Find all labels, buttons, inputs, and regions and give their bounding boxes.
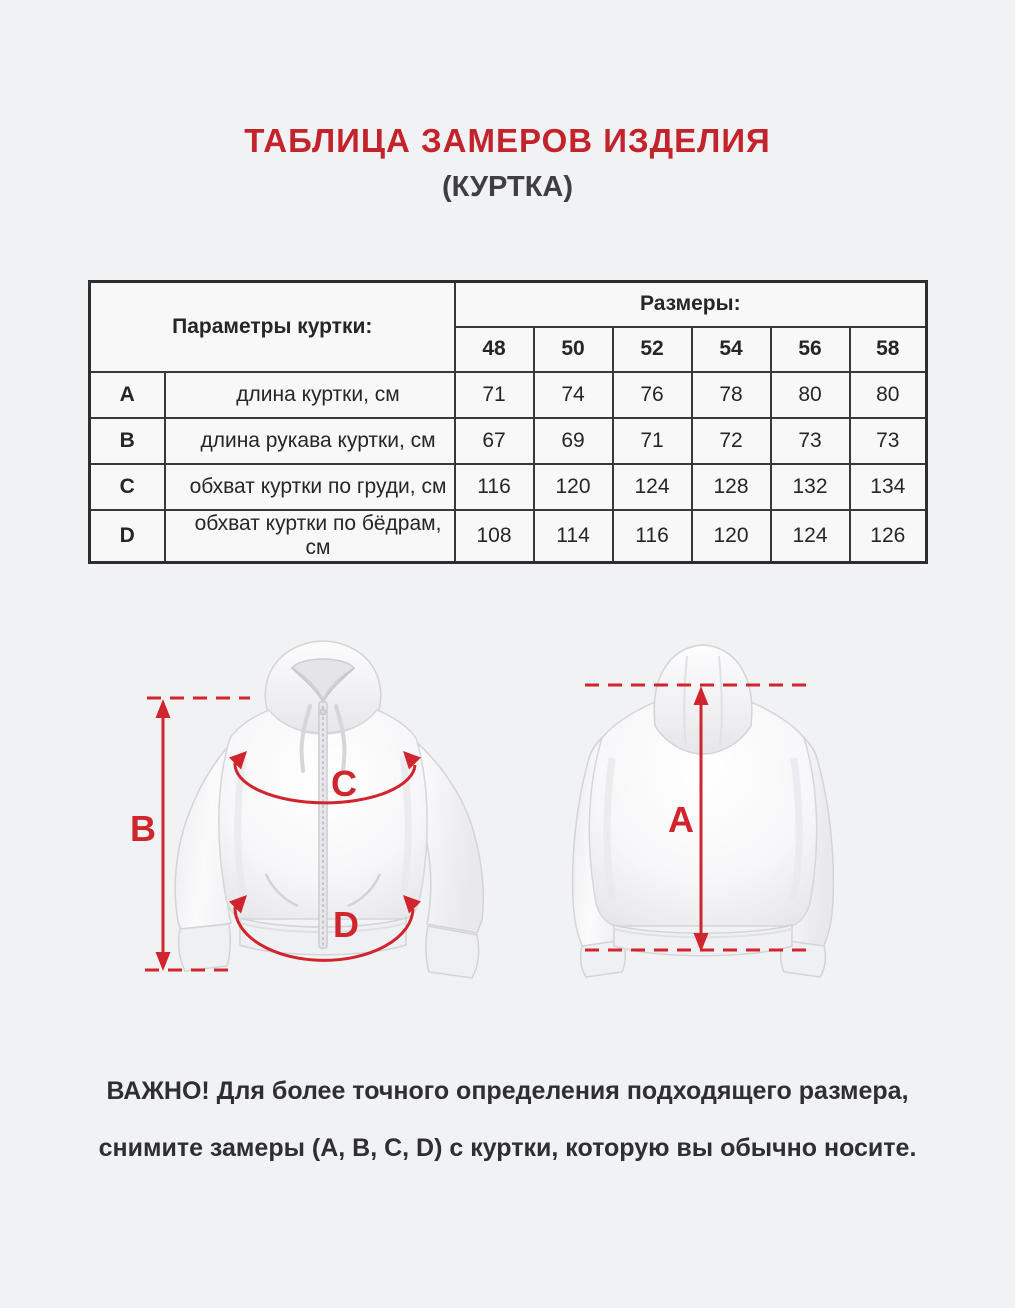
- value-cell: 116: [613, 510, 692, 563]
- footer-line-2: снимите замеры (A, B, C, D) с куртки, которую вы обычно носите.: [98, 1134, 917, 1162]
- front-right-cuff: [426, 926, 479, 978]
- value-cell: 78: [692, 372, 771, 418]
- measure-label-d: D: [333, 904, 359, 945]
- size-col-56: 56: [771, 327, 850, 372]
- zipper-pull: [320, 709, 326, 715]
- value-cell: 120: [692, 510, 771, 563]
- footer-line-1: ВАЖНО! Для более точного определения подходящего размера,: [106, 1077, 909, 1105]
- value-cell: 80: [850, 372, 927, 418]
- row-letter: D: [90, 510, 165, 563]
- sizes-header-cell: Размеры:: [455, 282, 927, 327]
- measure-label-a: A: [668, 799, 694, 840]
- size-table: [88, 280, 928, 564]
- value-cell: 80: [771, 372, 850, 418]
- value-cell: 116: [455, 464, 534, 510]
- value-cell: 67: [455, 418, 534, 464]
- value-cell: 73: [850, 418, 927, 464]
- value-cell: 134: [850, 464, 927, 510]
- table-row-d: [90, 510, 927, 563]
- size-col-48: 48: [455, 327, 534, 372]
- page-title: ТАБЛИЦА ЗАМЕРОВ ИЗДЕЛИЯ: [244, 122, 771, 159]
- value-cell: 76: [613, 372, 692, 418]
- measure-label-b: B: [130, 808, 156, 849]
- page-subtitle: (КУРТКА): [441, 171, 574, 203]
- size-col-54: 54: [692, 327, 771, 372]
- param-header-cell: Параметры куртки:: [90, 282, 455, 372]
- size-col-58: 58: [850, 327, 927, 372]
- value-cell: 71: [455, 372, 534, 418]
- arrowhead-b-bottom: [156, 952, 171, 971]
- row-label: обхват куртки по груди, см: [165, 464, 455, 510]
- value-cell: 71: [613, 418, 692, 464]
- table-row-c: [90, 464, 927, 510]
- table-row-a: [90, 372, 927, 418]
- row-letter: A: [90, 372, 165, 418]
- value-cell: 114: [534, 510, 613, 563]
- size-col-52: 52: [613, 327, 692, 372]
- table-header-row: [90, 282, 927, 327]
- value-cell: 128: [692, 464, 771, 510]
- value-cell: 126: [850, 510, 927, 563]
- value-cell: 124: [613, 464, 692, 510]
- value-cell: 73: [771, 418, 850, 464]
- arrowhead-b-top: [156, 699, 171, 718]
- table-row-b: [90, 418, 927, 464]
- row-label: длина куртки, см: [165, 372, 455, 418]
- measurement-diagram: [0, 628, 1015, 1048]
- footer-note: [0, 1063, 1015, 1177]
- value-cell: 124: [771, 510, 850, 563]
- measure-label-c: C: [331, 763, 357, 804]
- value-cell: 132: [771, 464, 850, 510]
- front-left-cuff: [179, 924, 231, 971]
- value-cell: 69: [534, 418, 613, 464]
- row-letter: C: [90, 464, 165, 510]
- row-letter: B: [90, 418, 165, 464]
- value-cell: 74: [534, 372, 613, 418]
- size-col-50: 50: [534, 327, 613, 372]
- row-label: обхват куртки по бёдрам, см: [165, 510, 455, 563]
- value-cell: 108: [455, 510, 534, 563]
- row-label: длина рукава куртки, см: [165, 418, 455, 464]
- jacket-front-illustration: [175, 641, 483, 978]
- value-cell: 72: [692, 418, 771, 464]
- value-cell: 120: [534, 464, 613, 510]
